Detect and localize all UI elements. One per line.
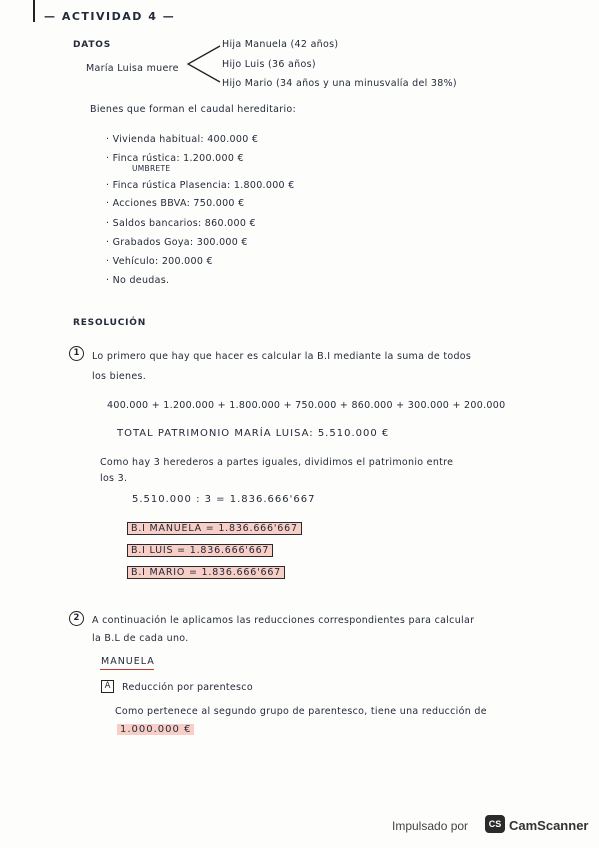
sum-equation: 400.000 + 1.200.000 + 1.800.000 + 750.000 + 860.000 + 300.000 + 200.000 [107,400,506,411]
heir-heading-underline [100,669,154,670]
step-number-2: 2 [69,611,84,626]
asset-item: · No deudas. [106,275,170,286]
step1-text2: los 3. [100,473,128,484]
division-equation: 5.510.000 : 3 = 1.836.666'667 [132,494,316,505]
datos-label: DATOS [73,40,112,50]
asset-text: Vivienda habitual: 400.000 € [112,134,259,145]
bienes-intro: Bienes que forman el caudal hereditario: [90,104,297,115]
camscanner-logo-icon: CS [485,815,505,833]
step1-text: los bienes. [92,371,147,382]
step2-text: A continuación le aplicamos las reducciones correspondientes para calcular [92,615,475,626]
step1-text: Lo primero que hay que hacer es calcular la B.I mediante la suma de todos [92,351,472,362]
bi-result: B.I MARIO = 1.836.666'667 [127,566,285,579]
subsection-title: Reducción por parentesco [122,682,253,693]
asset-text: Saldos bancarios: 860.000 € [112,218,256,229]
asset-item: · Saldos bancarios: 860.000 € [106,218,256,229]
deceased-text: María Luisa muere [86,63,179,74]
total-patrimonio: TOTAL PATRIMONIO MARÍA LUISA: 5.510.000 € [117,428,390,439]
camscanner-brand: CamScanner [509,818,589,833]
step-number-1: 1 [69,346,84,361]
asset-text: Finca rústica Plasencia: 1.800.000 € [112,180,295,191]
resolucion-label: RESOLUCIÓN [73,318,147,328]
heir-item: Hijo Mario (34 años y una minusvalía del 38%) [222,78,457,89]
step1-text2: Como hay 3 herederos a partes iguales, dividimos el patrimonio entre [100,457,454,468]
heir-item: Hijo Luis (36 años) [222,59,316,70]
asset-item: · Vehículo: 200.000 € [106,256,213,267]
page-title: — ACTIVIDAD 4 — [44,10,176,23]
margin-line [33,0,35,22]
umbrete-note: UMBRETE [132,164,171,173]
bi-result: B.I MANUELA = 1.836.666'667 [127,522,302,535]
reduction-amount: 1.000.000 € [117,724,194,735]
asset-item: · Grabados Goya: 300.000 € [106,237,248,248]
asset-text: Vehículo: 200.000 € [112,256,213,267]
subsection-letter: A [101,680,114,693]
subsection-text: Como pertenece al segundo grupo de parentesco, tiene una reducción de [115,706,487,717]
heir-heading: MANUELA [101,656,155,667]
asset-item: · Finca rústica Plasencia: 1.800.000 € [106,180,295,191]
bi-result: B.I LUIS = 1.836.666'667 [127,544,273,557]
powered-by-text: Impulsado por [392,819,469,833]
asset-text: Acciones BBVA: 750.000 € [112,198,245,209]
asset-text: Finca rústica: 1.200.000 € [112,153,244,164]
asset-item: · Acciones BBVA: 750.000 € [106,198,245,209]
heir-item: Hija Manuela (42 años) [222,39,339,50]
asset-item: · Vivienda habitual: 400.000 € [106,134,259,145]
asset-text: No deudas. [112,275,170,286]
asset-item: · Finca rústica: 1.200.000 € [106,153,244,164]
heirs-brace [184,42,224,88]
step2-text: la B.L de cada uno. [92,633,189,644]
asset-text: Grabados Goya: 300.000 € [112,237,248,248]
